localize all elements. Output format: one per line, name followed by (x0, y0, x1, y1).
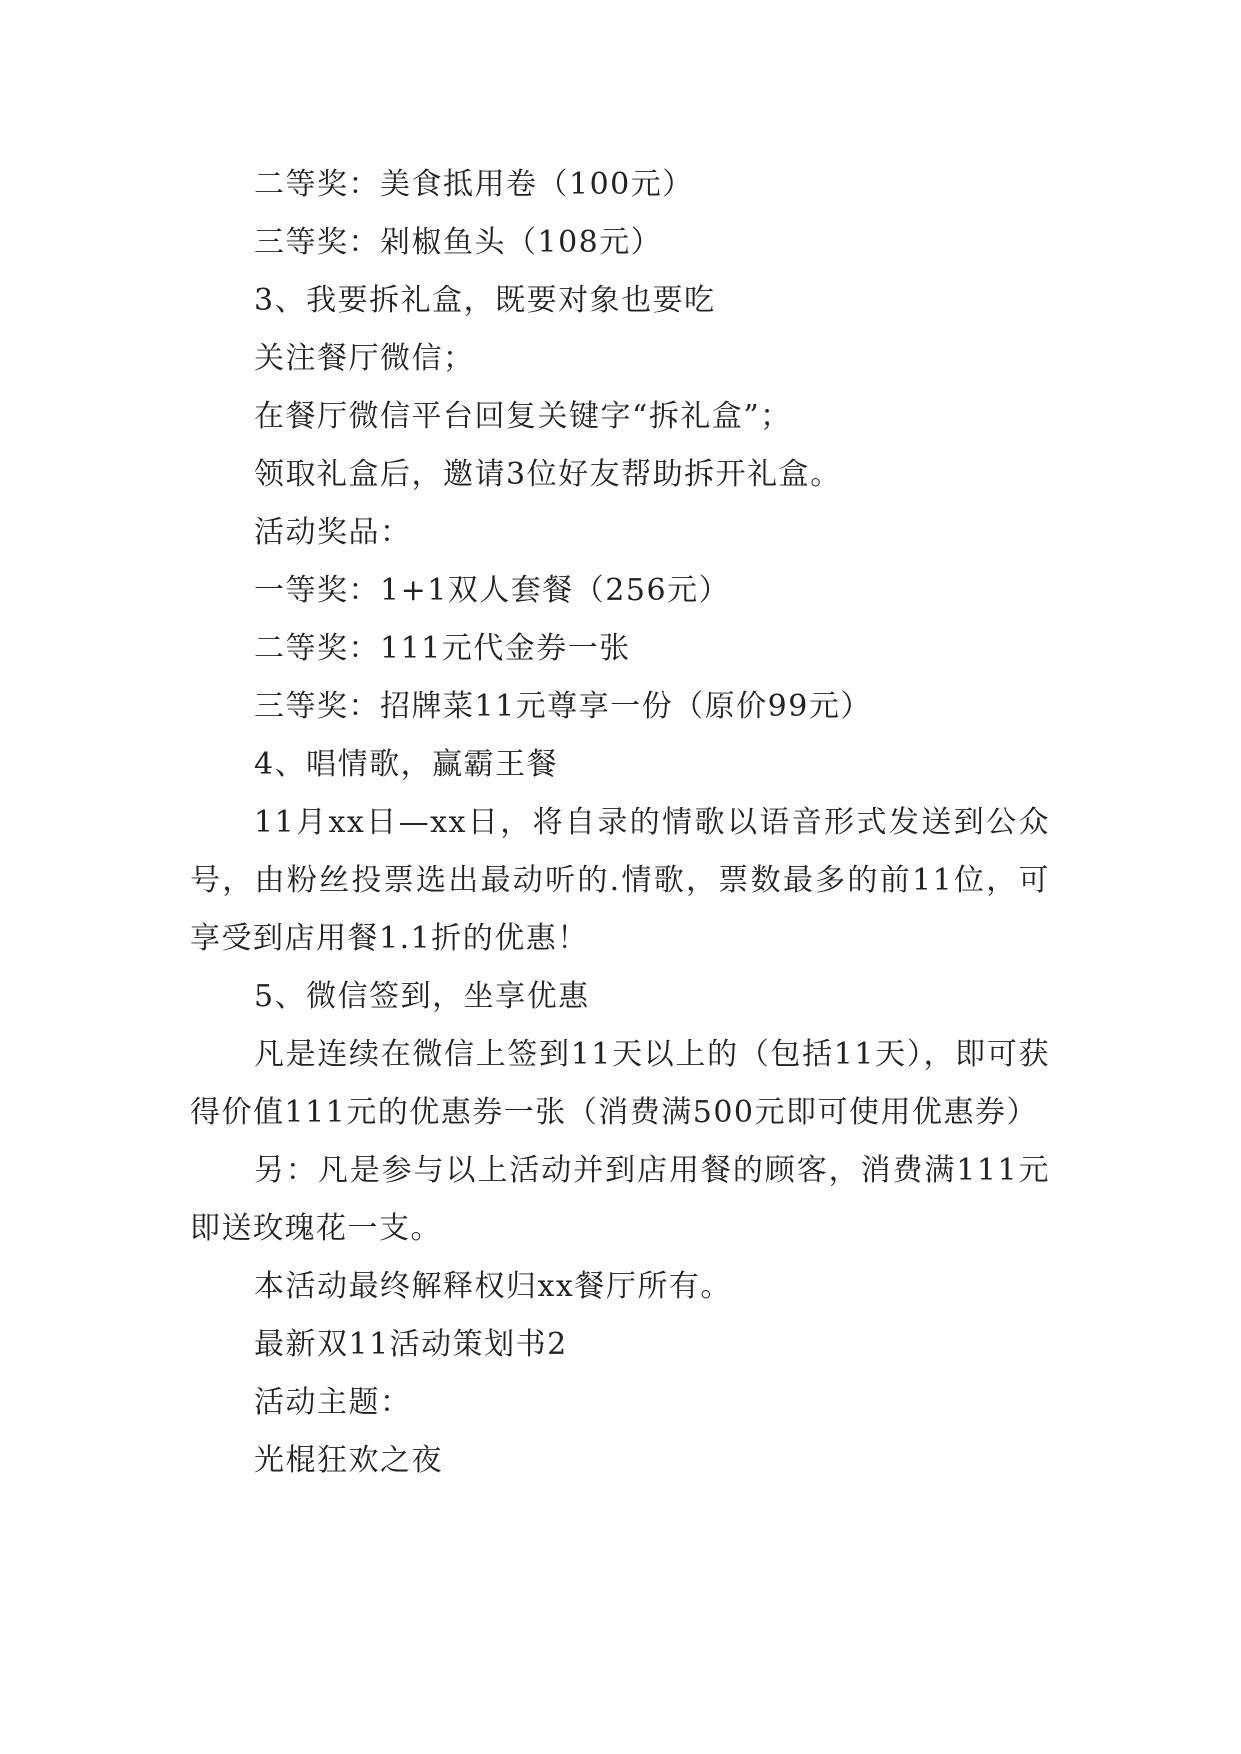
paragraph-section-3-heading: 3、我要拆礼盒，既要对象也要吃 (254, 283, 716, 318)
paragraph-third-prize-signature-dish: 三等奖：招牌菜11元尊享一份（原价99元） (254, 689, 872, 724)
paragraph-section-5-heading: 5、微信签到，坐享优惠 (254, 979, 590, 1014)
paragraph-checkin-reward: 凡是连续在微信上签到11天以上的（包括11天），即可获得价值111元的优惠券一张（消费满500元即可使用优惠券） (190, 1037, 1050, 1130)
paragraph-rose-gift: 另：凡是参与以上活动并到店用餐的顾客，消费满111元即送玫瑰花一支。 (190, 1153, 1050, 1246)
paragraph-theme-label: 活动主题： (254, 1385, 412, 1420)
paragraph-love-song-contest: 11月xx日—xx日，将自录的情歌以语音形式发送到公众号，由粉丝投票选出最动听的.情歌，票数最多的前11位，可享受到店用餐1.1折的优惠！ (190, 805, 1050, 956)
paragraph-prizes-label: 活动奖品： (254, 515, 412, 550)
paragraph-third-prize-fish-head: 三等奖：剁椒鱼头（108元） (254, 225, 663, 260)
paragraph-second-prize-food-voucher: 二等奖：美食抵用卷（100元） (254, 167, 694, 202)
paragraph-second-prize-voucher: 二等奖：111元代金券一张 (254, 631, 631, 666)
paragraph-follow-wechat: 关注餐厅微信； (254, 341, 475, 376)
document-body (190, 156, 1050, 1490)
paragraph-section-4-heading: 4、唱情歌，赢霸王餐 (254, 747, 559, 782)
paragraph-first-prize-set-meal: 一等奖：1+1双人套餐（256元） (254, 573, 731, 608)
paragraph-plan-2-title: 最新双11活动策划书2 (254, 1327, 568, 1362)
paragraph-theme-value: 光棍狂欢之夜 (254, 1443, 443, 1478)
paragraph-reply-keyword: 在餐厅微信平台回复关键字“拆礼盒”； (254, 399, 792, 434)
paragraph-final-interpretation: 本活动最终解释权归xx餐厅所有。 (254, 1269, 732, 1304)
paragraph-invite-friends: 领取礼盒后，邀请3位好友帮助拆开礼盒。 (254, 457, 842, 492)
